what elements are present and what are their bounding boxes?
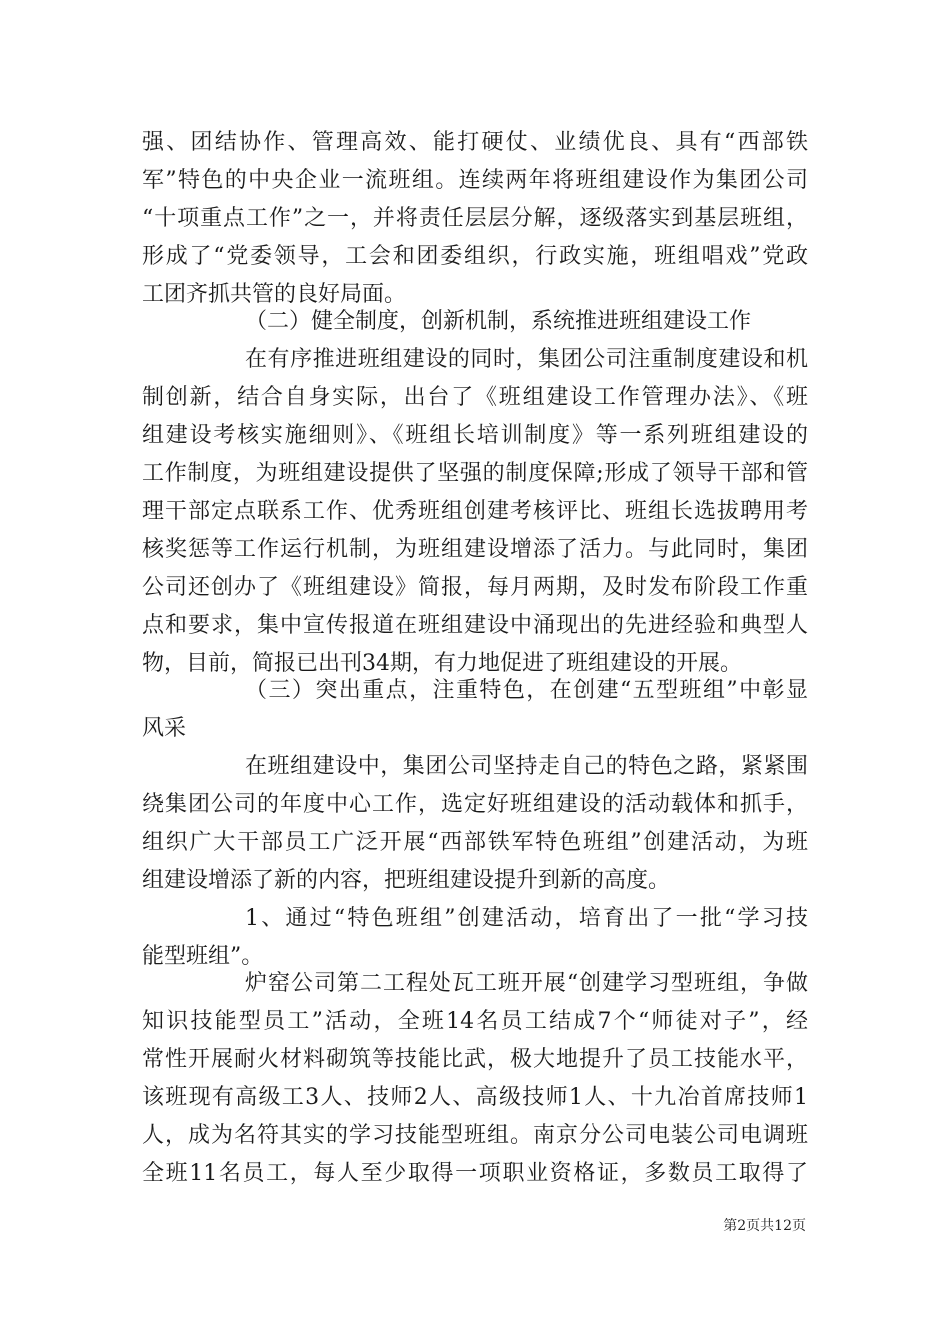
text-line: 组建设考核实施细则》、《班组长培训制度》等一系列班组建设的: [142, 423, 808, 448]
text-line: “十项重点工作”之一，并将责任层层分解，逐级落实到基层班组，: [142, 206, 808, 231]
text-line: （三）突出重点，注重特色，在创建“五型班组”中彰显: [245, 678, 808, 703]
text-line: 公司还创办了《班组建设》简报，每月两期，及时发布阶段工作重: [142, 575, 808, 600]
text-line: 点和要求，集中宣传报道在班组建设中涌现出的先进经验和典型人: [142, 613, 808, 638]
text-line: 风采: [142, 716, 187, 741]
text-line: 能型班组”。: [142, 944, 264, 969]
paragraph: [142, 748, 808, 900]
text-line: 全班11名员工，每人至少取得一项职业资格证，多数员工取得了: [142, 1161, 808, 1186]
document-body: [142, 124, 808, 1193]
text-line: 在班组建设中，集团公司坚持走自己的特色之路，紧紧围: [245, 754, 808, 779]
text-line: 核奖惩等工作运行机制，为班组建设增添了活力。与此同时，集团: [142, 537, 808, 562]
text-line: 1、通过“特色班组”创建活动，培育出了一批“学习技: [245, 906, 808, 931]
text-line: 常性开展耐火材料砌筑等技能比武，极大地提升了员工技能水平，: [142, 1047, 808, 1072]
paragraph: [142, 124, 808, 314]
text-line: 炉窑公司第二工程处瓦工班开展“创建学习型班组，争做: [245, 971, 808, 996]
text-line: 军”特色的中央企业一流班组。连续两年将班组建设作为集团公司: [142, 168, 808, 193]
text-line: 知识技能型员工”活动，全班14名员工结成7个“师徒对子”，经: [142, 1009, 808, 1034]
section-heading: [142, 672, 808, 748]
text-line: 物，目前，简报已出刊34期，有力地促进了班组建设的开展。: [142, 651, 742, 676]
text-line: 在有序推进班组建设的同时，集团公司注重制度建设和机: [245, 347, 808, 372]
paragraph: [142, 965, 808, 1193]
text-line: 组织广大干部员工广泛开展“西部铁军特色班组”创建活动，为班: [142, 830, 808, 855]
paragraph: [142, 341, 808, 683]
text-line: 该班现有高级工3人、技师2人、高级技师1人、十九冶首席技师1: [142, 1085, 808, 1110]
text-line: 强、团结协作、管理高效、能打硬仗、业绩优良、具有“西部铁: [142, 130, 808, 155]
text-line: 人，成为名符其实的学习技能型班组。南京分公司电装公司电调班: [142, 1123, 808, 1148]
text-line: 组建设增添了新的内容，把班组建设提升到新的高度。: [142, 868, 671, 893]
text-line: 绕集团公司的年度中心工作，选定好班组建设的活动载体和抓手，: [142, 792, 808, 817]
text-line: 理干部定点联系工作、优秀班组创建考核评比、班组长选拔聘用考: [142, 499, 808, 524]
text-line: 制创新，结合自身实际，出台了《班组建设工作管理办法》、《班: [142, 385, 808, 410]
page-number: 第2页共12页: [723, 1218, 806, 1234]
text-line: 工作制度，为班组建设提供了坚强的制度保障;形成了领导干部和管: [142, 461, 808, 486]
text-line: （二）健全制度，创新机制，系统推进班组建设工作: [245, 309, 752, 334]
text-line: 形成了“党委领导，工会和团委组织，行政实施，班组唱戏”党政: [142, 244, 808, 269]
text-line: 工团齐抓共管的良好局面。: [142, 282, 407, 307]
